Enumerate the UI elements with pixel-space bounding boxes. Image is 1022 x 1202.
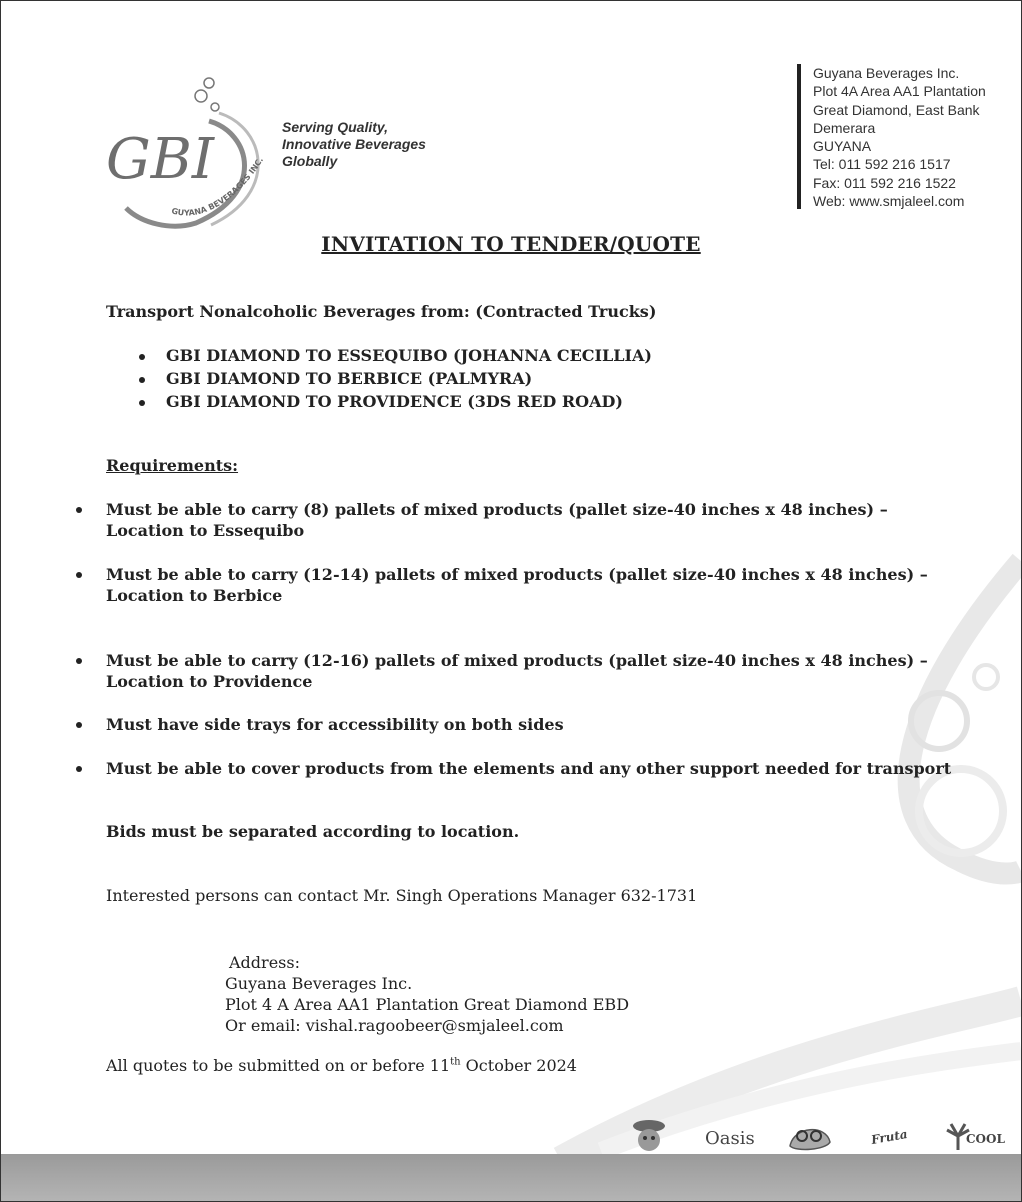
route-item <box>166 369 532 388</box>
logo-ring-text: GUYANA BEVERAGES INC. <box>170 155 266 218</box>
deadline-text <box>106 1056 577 1075</box>
cool-brand-logo: COOL <box>966 1132 1005 1146</box>
address-label: Address: <box>229 953 300 972</box>
company-website: Web: www.smjaleel.com <box>813 193 965 210</box>
requirements-heading: Requirements: <box>106 456 239 475</box>
mascot-brand-logo <box>629 1118 669 1154</box>
bubble-brand-logo <box>786 1120 834 1152</box>
address-street: Plot 4 A Area AA1 Plantation Great Diamond EBD <box>225 995 630 1014</box>
oasis-brand-logo: Oasis <box>705 1128 755 1149</box>
deadline-ordinal: th <box>450 1056 461 1068</box>
requirement-text: Must be able to carry (8) pallets of mixed products (pallet size-40 inches x 48 inches) – <box>106 500 888 519</box>
tagline-line: Serving Quality, <box>282 119 389 135</box>
company-address-line: Great Diamond, East Bank <box>813 101 980 118</box>
deadline-prefix: All quotes to be submitted on or before 11 <box>106 1056 451 1075</box>
company-phone: Tel: 011 592 216 1517 <box>813 156 951 173</box>
contact-text: Interested persons can contact Mr. Singh Operations Manager 632-1731 <box>106 886 698 905</box>
route-label: GBI DIAMOND TO BERBICE (PALMYRA) <box>166 369 533 388</box>
company-country: GUYANA <box>813 138 872 155</box>
requirement-text: Must be able to carry (12-16) pallets of mixed products (pallet size-40 inches x 48 inches) – <box>106 651 928 670</box>
bullet-icon <box>76 658 82 664</box>
bullet-icon <box>76 722 82 728</box>
intro-text: Transport Nonalcoholic Beverages from: (Contracted Trucks) <box>106 302 657 321</box>
company-name: Guyana Beverages Inc. <box>813 65 960 81</box>
company-address-line: Plot 4A Area AA1 Plantation <box>813 83 986 100</box>
tagline <box>282 119 426 170</box>
deadline-suffix: October 2024 <box>460 1056 577 1075</box>
requirement-item <box>106 758 951 779</box>
bullet-icon <box>139 377 145 383</box>
bids-note: Bids must be separated according to location. <box>106 822 520 841</box>
bullet-icon <box>76 507 82 513</box>
address-email: Or email: vishal.ragoobeer@smjaleel.com <box>225 1016 564 1035</box>
brand-logos <box>621 1118 1011 1158</box>
bullet-icon <box>76 766 82 772</box>
tagline-line: Innovative Beverages <box>282 136 426 152</box>
requirement-text: Must be able to carry (12-14) pallets of mixed products (pallet size-40 inches x 48 inches) – <box>106 565 928 584</box>
company-fax: Fax: 011 592 216 1522 <box>813 174 956 191</box>
footer-bar <box>1 1154 1021 1201</box>
requirement-item <box>106 564 928 606</box>
address-block <box>225 952 629 1036</box>
route-item <box>166 392 623 411</box>
requirement-location: Location to Providence <box>106 672 313 691</box>
company-address-line: Demerara <box>813 119 876 136</box>
gbi-logo <box>101 73 291 233</box>
requirement-item <box>106 499 888 541</box>
requirement-text: Must have side trays for accessibility on both sides <box>106 715 564 734</box>
requirement-location: Location to Essequibo <box>106 521 305 540</box>
requirement-item <box>106 650 928 692</box>
route-label: GBI DIAMOND TO ESSEQUIBO (JOHANNA CECILLIA) <box>166 346 652 365</box>
logo-letters: GBI <box>106 127 215 192</box>
company-contact-block <box>797 64 986 209</box>
address-company: Guyana Beverages Inc. <box>225 974 413 993</box>
route-label: GBI DIAMOND TO PROVIDENCE (3DS RED ROAD) <box>166 392 623 411</box>
requirement-location: Location to Berbice <box>106 586 283 605</box>
route-item <box>166 346 652 365</box>
requirement-item <box>106 714 564 735</box>
page-title: INVITATION TO TENDER/QUOTE <box>321 232 701 256</box>
requirement-text: Must be able to cover products from the elements and any other support needed for transport <box>106 759 952 778</box>
fruta-brand-logo: Fruta <box>870 1126 909 1148</box>
bullet-icon <box>139 400 145 406</box>
bullet-icon <box>76 572 82 578</box>
tagline-line: Globally <box>282 153 338 169</box>
bullet-icon <box>139 354 145 360</box>
